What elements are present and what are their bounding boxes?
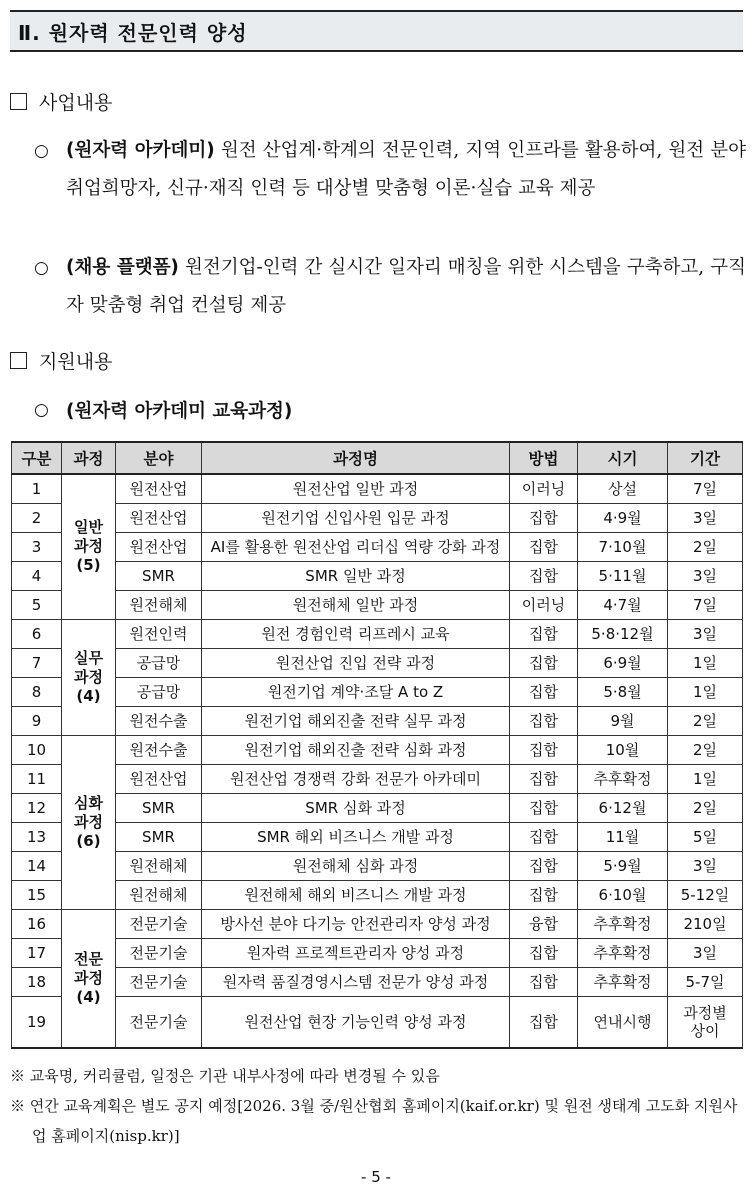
course-name-cell: 원전기업 해외진출 전략 심화 과정 xyxy=(202,735,510,764)
period-cell: 2일 xyxy=(668,532,743,561)
academy-text: 원전 산업계·학계의 전문인력, 지역 인프라를 활용하여, 원전 분야 취업희망자, 신규·재직 인력 등 대상별 맞춤형 이론·실습 교육 제공 xyxy=(66,140,746,199)
row-number: 13 xyxy=(12,822,62,851)
time-cell: 11월 xyxy=(578,822,668,851)
course-name-cell: SMR 해외 비즈니스 개발 과정 xyxy=(202,822,510,851)
course-table xyxy=(11,441,743,1049)
period-cell: 5-12일 xyxy=(668,880,743,909)
course-name-cell: 원전산업 현장 기능인력 양성 과정 xyxy=(202,996,510,1048)
method-cell: 집합 xyxy=(510,967,578,996)
method-cell: 집합 xyxy=(510,619,578,648)
course-name-cell: AI를 활용한 원전산업 리더십 역량 강화 과정 xyxy=(202,532,510,561)
period-cell: 7일 xyxy=(668,590,743,619)
section-title: Ⅱ. 원자력 전문인력 양성 xyxy=(10,10,743,52)
field-cell: 원전산업 xyxy=(116,764,202,793)
row-number: 2 xyxy=(12,503,62,532)
table-row xyxy=(12,880,743,909)
course-name-cell: SMR 일반 과정 xyxy=(202,561,510,590)
circle-bullet-icon: ○ xyxy=(34,400,49,420)
period-cell: 1일 xyxy=(668,764,743,793)
course-name-cell: 원전 경험인력 리프레시 교육 xyxy=(202,619,510,648)
header-division: 구분 xyxy=(12,442,62,474)
row-number: 15 xyxy=(12,880,62,909)
table-row xyxy=(12,909,743,938)
time-cell: 6·10월 xyxy=(578,880,668,909)
table-header-row xyxy=(12,442,743,474)
course-name-cell: 원전산업 일반 과정 xyxy=(202,474,510,503)
time-cell: 5·8월 xyxy=(578,677,668,706)
course-name-cell: 원전기업 신입사원 입문 과정 xyxy=(202,503,510,532)
table-row xyxy=(12,793,743,822)
field-cell: 전문기술 xyxy=(116,967,202,996)
academy-course-heading xyxy=(34,397,292,423)
row-number: 19 xyxy=(12,996,62,1048)
square-bullet-icon xyxy=(10,93,27,110)
course-name-cell: 원자력 프로젝트관리자 양성 과정 xyxy=(202,938,510,967)
header-course-name: 과정명 xyxy=(202,442,510,474)
field-cell: 원전해체 xyxy=(116,590,202,619)
time-cell: 4·9월 xyxy=(578,503,668,532)
course-category: 일반 과정 (5) xyxy=(62,474,116,619)
field-cell: 전문기술 xyxy=(116,909,202,938)
course-category: 실무 과정 (4) xyxy=(62,619,116,735)
row-number: 10 xyxy=(12,735,62,764)
field-cell: 원전산업 xyxy=(116,532,202,561)
field-cell: 전문기술 xyxy=(116,996,202,1048)
table-row xyxy=(12,503,743,532)
period-cell: 2일 xyxy=(668,735,743,764)
table-row xyxy=(12,706,743,735)
period-cell: 3일 xyxy=(668,503,743,532)
business-heading-label: 사업내용 xyxy=(39,92,113,114)
method-cell: 집합 xyxy=(510,851,578,880)
time-cell: 추후확정 xyxy=(578,967,668,996)
table-row xyxy=(12,764,743,793)
time-cell: 추후확정 xyxy=(578,764,668,793)
row-number: 11 xyxy=(12,764,62,793)
table-row xyxy=(12,561,743,590)
time-cell: 4·7월 xyxy=(578,590,668,619)
period-cell: 5-7일 xyxy=(668,967,743,996)
course-name-cell: 원전산업 진입 전략 과정 xyxy=(202,648,510,677)
time-cell: 상설 xyxy=(578,474,668,503)
field-cell: SMR xyxy=(116,793,202,822)
method-cell: 이러닝 xyxy=(510,474,578,503)
support-heading-label: 지원내용 xyxy=(39,351,113,373)
method-cell: 집합 xyxy=(510,880,578,909)
period-cell: 2일 xyxy=(668,793,743,822)
time-cell: 추후확정 xyxy=(578,938,668,967)
method-cell: 집합 xyxy=(510,938,578,967)
row-number: 1 xyxy=(12,474,62,503)
period-cell: 과정별 상이 xyxy=(668,996,743,1048)
method-cell: 집합 xyxy=(510,706,578,735)
time-cell: 7·10월 xyxy=(578,532,668,561)
course-name-cell: 원자력 품질경영시스템 전문가 양성 과정 xyxy=(202,967,510,996)
row-number: 18 xyxy=(12,967,62,996)
course-name-cell: 원전기업 계약·조달 A to Z xyxy=(202,677,510,706)
header-time: 시기 xyxy=(578,442,668,474)
field-cell: 원전해체 xyxy=(116,851,202,880)
row-number: 6 xyxy=(12,619,62,648)
time-cell: 연내시행 xyxy=(578,996,668,1048)
method-cell: 집합 xyxy=(510,503,578,532)
row-number: 8 xyxy=(12,677,62,706)
time-cell: 6·12월 xyxy=(578,793,668,822)
square-bullet-icon xyxy=(10,352,27,369)
table-row xyxy=(12,474,743,503)
period-cell: 1일 xyxy=(668,648,743,677)
table-row xyxy=(12,967,743,996)
table-row xyxy=(12,619,743,648)
period-cell: 210일 xyxy=(668,909,743,938)
course-name-cell: 방사선 분야 다기능 안전관리자 양성 과정 xyxy=(202,909,510,938)
row-number: 5 xyxy=(12,590,62,619)
platform-title: (채용 플랫폼) xyxy=(66,257,179,278)
time-cell: 5·9월 xyxy=(578,851,668,880)
course-table-body xyxy=(12,474,743,1048)
method-cell: 집합 xyxy=(510,764,578,793)
header-period: 기간 xyxy=(668,442,743,474)
row-number: 7 xyxy=(12,648,62,677)
field-cell: 원전수출 xyxy=(116,706,202,735)
table-row xyxy=(12,996,743,1048)
method-cell: 집합 xyxy=(510,793,578,822)
platform-text: 원전기업-인력 간 실시간 일자리 매칭을 위한 시스템을 구축하고, 구직자 맞춤형 취업 컨설팅 제공 xyxy=(66,257,746,316)
time-cell: 10월 xyxy=(578,735,668,764)
field-cell: 원전해체 xyxy=(116,880,202,909)
period-cell: 3일 xyxy=(668,851,743,880)
header-method: 방법 xyxy=(510,442,578,474)
field-cell: 원전산업 xyxy=(116,503,202,532)
period-cell: 3일 xyxy=(668,619,743,648)
note-2: ※ 연간 교육계획은 별도 공지 예정[2026. 3월 중/원산협회 홈페이지(kaif.or.kr) 및 원전 생태계 고도화 지원사업 홈페이지(nisp.kr)] xyxy=(10,1097,738,1145)
row-number: 17 xyxy=(12,938,62,967)
period-cell: 3일 xyxy=(668,561,743,590)
time-cell: 6·9월 xyxy=(578,648,668,677)
course-name-cell: 원전산업 경쟁력 강화 전문가 아카데미 xyxy=(202,764,510,793)
academy-course-heading-label: (원자력 아카데미 교육과정) xyxy=(66,401,293,422)
field-cell: 전문기술 xyxy=(116,938,202,967)
method-cell: 융합 xyxy=(510,909,578,938)
row-number: 4 xyxy=(12,561,62,590)
method-cell: 집합 xyxy=(510,822,578,851)
circle-bullet-icon: ○ xyxy=(34,141,49,161)
course-name-cell: 원전해체 심화 과정 xyxy=(202,851,510,880)
table-row xyxy=(12,938,743,967)
field-cell: 공급망 xyxy=(116,648,202,677)
course-category: 심화 과정 (6) xyxy=(62,735,116,909)
field-cell: 공급망 xyxy=(116,677,202,706)
table-row xyxy=(12,735,743,764)
row-number: 12 xyxy=(12,793,62,822)
period-cell: 1일 xyxy=(668,677,743,706)
period-cell: 3일 xyxy=(668,938,743,967)
method-cell: 이러닝 xyxy=(510,590,578,619)
academy-title: (원자력 아카데미) xyxy=(66,140,215,161)
table-row xyxy=(12,648,743,677)
row-number: 9 xyxy=(12,706,62,735)
method-cell: 집합 xyxy=(510,532,578,561)
business-item-platform xyxy=(34,249,746,325)
field-cell: 원전인력 xyxy=(116,619,202,648)
method-cell: 집합 xyxy=(510,735,578,764)
course-name-cell: 원전해체 해외 비즈니스 개발 과정 xyxy=(202,880,510,909)
table-row xyxy=(12,590,743,619)
support-heading xyxy=(10,347,112,374)
table-row xyxy=(12,532,743,561)
row-number: 3 xyxy=(12,532,62,561)
method-cell: 집합 xyxy=(510,648,578,677)
field-cell: SMR xyxy=(116,561,202,590)
table-row xyxy=(12,677,743,706)
business-item-academy xyxy=(34,132,746,208)
time-cell: 추후확정 xyxy=(578,909,668,938)
field-cell: 원전산업 xyxy=(116,474,202,503)
row-number: 14 xyxy=(12,851,62,880)
table-row xyxy=(12,822,743,851)
field-cell: SMR xyxy=(116,822,202,851)
method-cell: 집합 xyxy=(510,996,578,1048)
page-number: - 5 - xyxy=(361,1168,391,1186)
row-number: 16 xyxy=(12,909,62,938)
period-cell: 2일 xyxy=(668,706,743,735)
period-cell: 7일 xyxy=(668,474,743,503)
course-name-cell: SMR 심화 과정 xyxy=(202,793,510,822)
note-1: ※ 교육명, 커리큘럼, 일정은 기관 내부사정에 따라 변경될 수 있음 xyxy=(10,1067,440,1085)
header-course: 과정 xyxy=(62,442,116,474)
period-cell: 5일 xyxy=(668,822,743,851)
course-name-cell: 원전해체 일반 과정 xyxy=(202,590,510,619)
circle-bullet-icon: ○ xyxy=(34,258,49,278)
time-cell: 9월 xyxy=(578,706,668,735)
header-field: 분야 xyxy=(116,442,202,474)
course-name-cell: 원전기업 해외진출 전략 실무 과정 xyxy=(202,706,510,735)
business-heading xyxy=(10,88,112,115)
method-cell: 집합 xyxy=(510,677,578,706)
time-cell: 5·11월 xyxy=(578,561,668,590)
table-row xyxy=(12,851,743,880)
course-category: 전문 과정 (4) xyxy=(62,909,116,1048)
time-cell: 5·8·12월 xyxy=(578,619,668,648)
field-cell: 원전수출 xyxy=(116,735,202,764)
method-cell: 집합 xyxy=(510,561,578,590)
